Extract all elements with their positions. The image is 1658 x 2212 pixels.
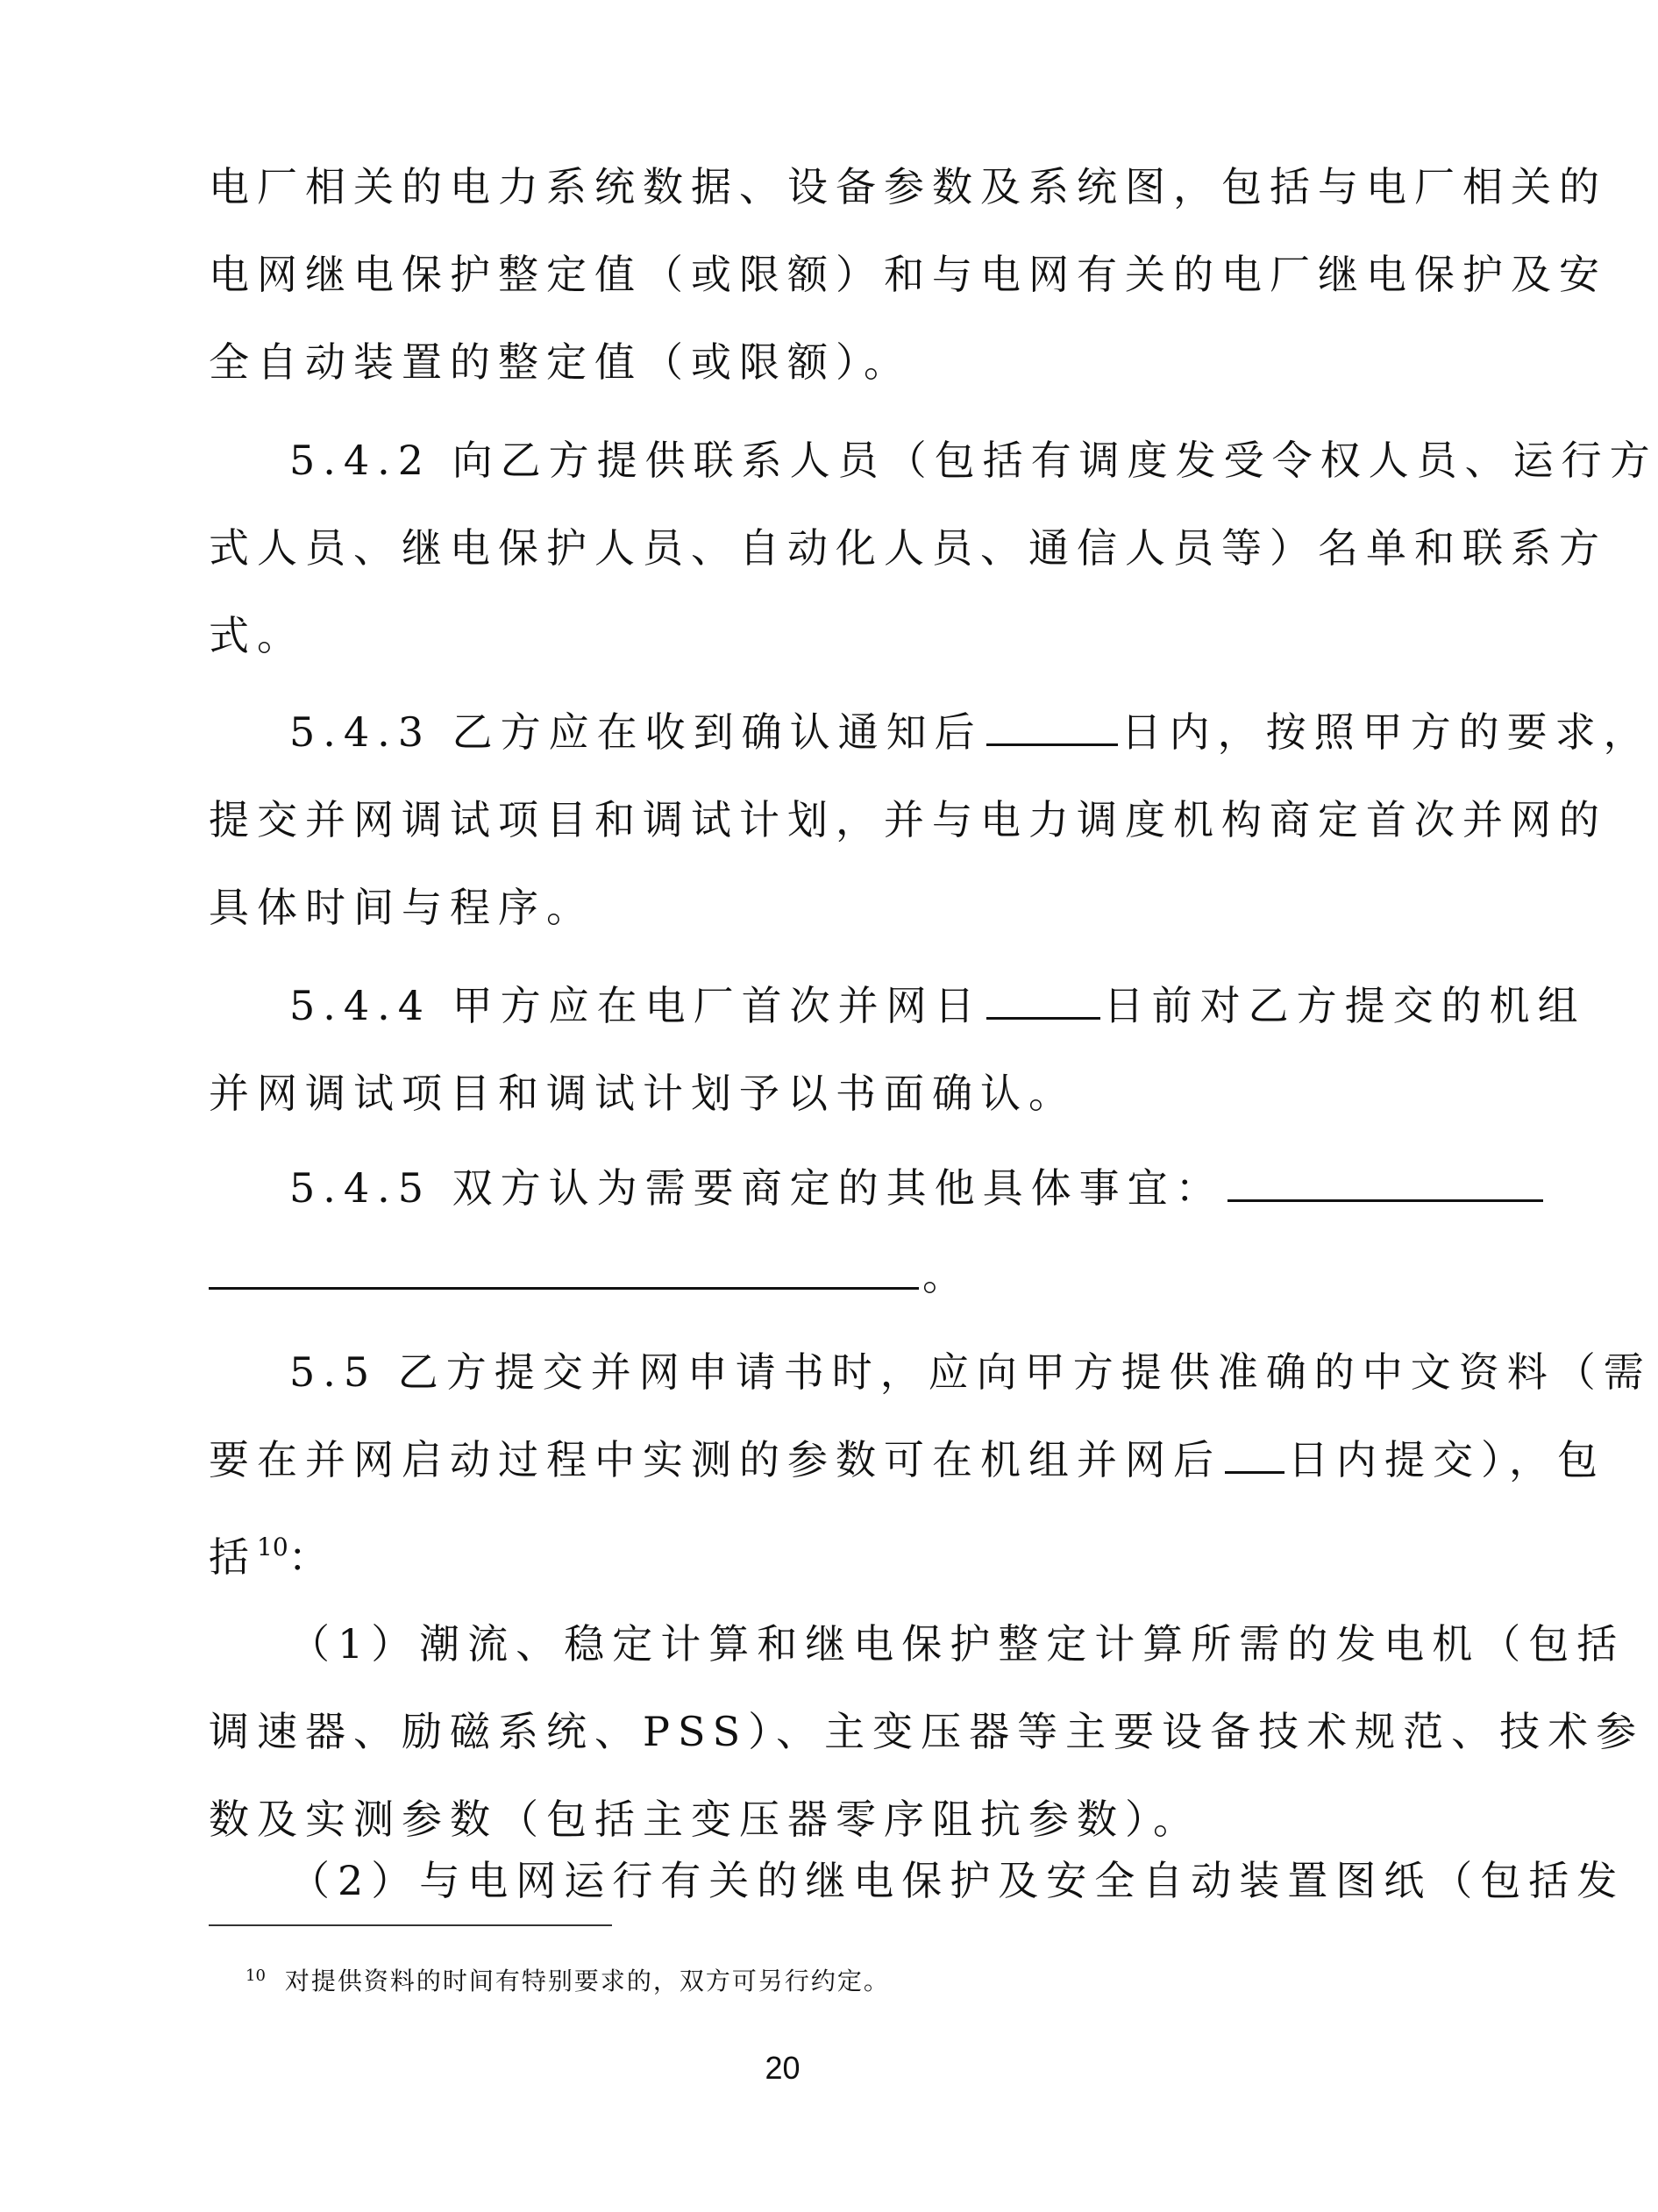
- body-line: 数及实测参数（包括主变压器零序阻抗参数）。: [209, 1796, 1201, 1843]
- body-line: [209, 1429, 1605, 1490]
- fill-blank: [986, 701, 1118, 746]
- body-line: 式人员、继电保护人员、自动化人员、通信人员等）名单和联系方: [209, 524, 1607, 572]
- body-line: 具体时间与程序。: [209, 884, 594, 931]
- body-line: 全自动装置的整定值（或限额）。: [209, 338, 912, 386]
- clause-text: 5.4.4 甲方应在电厂首次并网日: [289, 982, 983, 1029]
- body-line: 5.5 乙方提交并网申请书时，应向甲方提供准确的中文资料（需: [289, 1348, 1652, 1396]
- fill-blank: [1225, 1429, 1284, 1474]
- body-line: （1）潮流、稳定计算和继电保护整定计算所需的发电机（包括: [289, 1620, 1626, 1668]
- body-line: [289, 1157, 1359, 1219]
- footnote-separator: [209, 1924, 612, 1926]
- fill-blank: [1227, 1157, 1543, 1202]
- body-line: （2）与电网运行有关的继电保护及安全自动装置图纸（包括发: [289, 1857, 1626, 1904]
- clause-text: 5.4.3 乙方应在收到确认通知后: [289, 708, 983, 756]
- body-line: 电厂相关的电力系统数据、设备参数及系统图，包括与电厂相关的: [209, 163, 1607, 210]
- clause-text: 日内提交），包: [1288, 1436, 1605, 1483]
- footnote-ref[interactable]: 10: [257, 1533, 288, 1561]
- footnote-text: 对提供资料的时间有特别要求的，双方可另行约定。: [284, 1967, 890, 1995]
- fill-blank: [209, 1245, 919, 1290]
- body-line: 5.4.2 向乙方提供联系人员（包括有调度发受令权人员、运行方: [289, 437, 1658, 484]
- footnote: [245, 1957, 890, 1995]
- body-line: 电网继电保护整定值（或限额）和与电网有关的电厂继电保护及安: [209, 251, 1607, 298]
- clause-text: ：: [288, 1533, 337, 1581]
- body-line: 式。: [209, 612, 305, 659]
- body-line: [289, 701, 1652, 763]
- page-number: 20: [765, 2050, 801, 2086]
- footnote-number: 10: [245, 1967, 266, 1985]
- fill-blank: [986, 975, 1100, 1020]
- clause-text: 要在并网启动过程中实测的参数可在机组并网后: [209, 1436, 1221, 1483]
- clause-text: 5.4.5 双方认为需要商定的其他具体事宜：: [289, 1164, 1224, 1212]
- clause-text: 。: [922, 1252, 971, 1299]
- body-line: 提交并网调试项目和调试计划，并与电力调度机构商定首次并网的: [209, 796, 1607, 843]
- clause-text: 括: [209, 1533, 257, 1581]
- body-line: 调速器、励磁系统、PSS）、主变压器等主要设备技术规范、技术参: [209, 1708, 1645, 1755]
- clause-text: 日内，按照甲方的要求，: [1121, 708, 1652, 756]
- body-line: [289, 975, 1586, 1036]
- body-line: 并网调试项目和调试计划予以书面确认。: [209, 1070, 1077, 1117]
- clause-text: 日前对乙方提交的机组: [1103, 982, 1586, 1029]
- body-line: [209, 1245, 1359, 1306]
- body-line: [209, 1517, 1359, 1581]
